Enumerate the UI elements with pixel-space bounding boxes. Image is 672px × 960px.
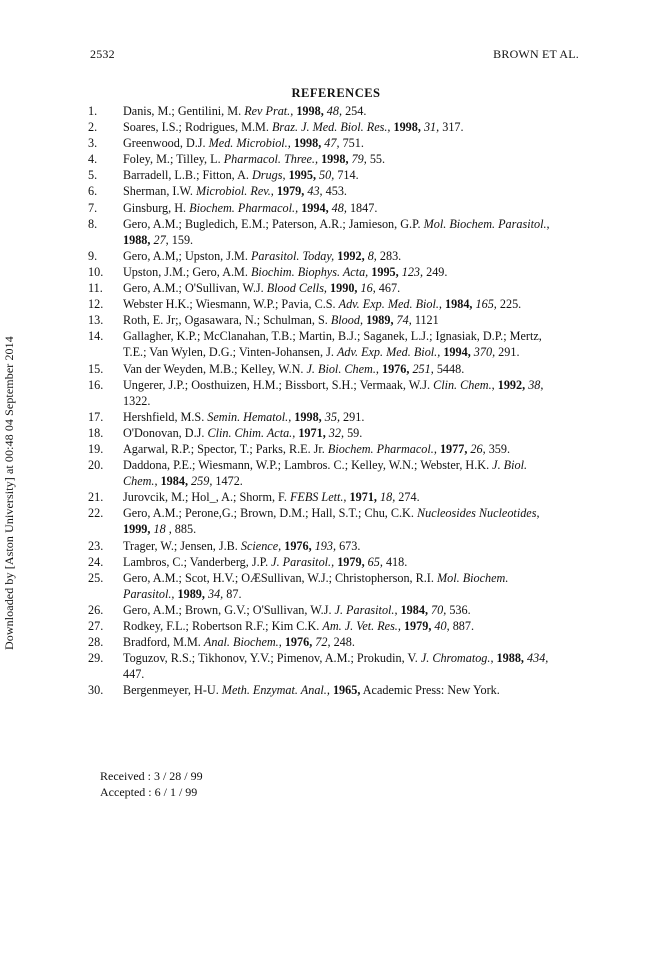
reference-pages: 714.: [337, 168, 359, 183]
reference-journal: J. Parasitol.,: [334, 602, 398, 617]
accepted-date: Accepted : 6 / 1 / 99: [100, 785, 198, 799]
reference-text: [123, 505, 552, 537]
reference-year: 1992,: [497, 377, 526, 392]
reference-text: [123, 634, 552, 650]
reference-number: 24.: [88, 554, 104, 569]
reference-number: 22.: [88, 506, 104, 521]
reference-item: [88, 167, 552, 183]
reference-journal: Drugs,: [251, 168, 286, 183]
reference-year: 1998,: [296, 104, 324, 118]
reference-year: 1995,: [288, 168, 316, 183]
reference-number: 28.: [88, 635, 104, 650]
reference-volume: 31,: [423, 120, 440, 135]
reference-volume: 34,: [207, 586, 224, 601]
reference-number: 15.: [88, 361, 104, 376]
reference-authors: Webster H.K.; Wiesmann, W.P.; Pavia, C.S.: [123, 297, 336, 312]
reference-item: [88, 570, 552, 602]
reference-journal: Nucleosides Nucleotides,: [416, 506, 540, 521]
reference-text: [123, 264, 552, 280]
reference-authors: Barradell, L.B.; Fitton, A.: [123, 168, 249, 183]
reference-pages: 55.: [369, 152, 386, 167]
references-title: REFERENCES: [291, 86, 381, 100]
reference-pages: 887.: [452, 619, 475, 633]
reference-pages: 1322.: [123, 393, 151, 408]
reference-journal: J. Parasitol.,: [271, 554, 335, 569]
reference-number: 7.: [88, 200, 98, 215]
reference-item: [88, 200, 552, 216]
reference-item: [88, 489, 552, 505]
reference-text: [123, 296, 552, 312]
reference-volume: 70,: [431, 602, 447, 617]
reference-text: [123, 103, 552, 119]
reference-pages: 1847.: [349, 200, 378, 215]
reference-volume: 18,: [380, 490, 396, 505]
reference-item: [88, 312, 552, 328]
reference-year: 1984,: [160, 474, 188, 489]
reference-journal: J. Chromatog.,: [420, 651, 494, 666]
reference-volume: 123,: [401, 264, 424, 279]
reference-volume: 48,: [326, 104, 343, 118]
reference-pages: 159.: [171, 232, 194, 247]
reference-journal: Am. J. Vet. Res.,: [322, 619, 401, 633]
reference-year: 1998,: [294, 409, 322, 424]
reference-item: [88, 618, 552, 634]
reference-journal: Anal. Biochem.,: [203, 635, 282, 650]
reference-journal: Med. Microbiol.,: [208, 136, 291, 151]
reference-year: 1965,: [332, 683, 361, 698]
reference-item: [88, 103, 552, 119]
reference-pages: 283.: [379, 248, 402, 263]
reference-journal: Biochem. Pharmacol.,: [327, 441, 437, 456]
reference-year: 1998,: [393, 120, 421, 135]
reference-journal: Biochim. Biophys. Acta,: [250, 264, 369, 279]
reference-text: [123, 377, 552, 409]
reference-item: [88, 634, 552, 650]
reference-volume: 251,: [412, 361, 434, 376]
reference-item: [88, 248, 552, 264]
reference-journal: Braz. J. Med. Biol. Res.,: [271, 120, 391, 135]
reference-item: [88, 554, 552, 570]
reference-journal: Clin. Chim. Acta.,: [207, 425, 296, 440]
reference-authors: Van der Weyden, M.B.; Kelley, W.N.: [123, 361, 304, 376]
reference-authors: Sherman, I.W.: [123, 184, 193, 199]
reference-pages: 536.: [449, 602, 471, 617]
reference-journal: Mol. Biochem. Parasitol.,: [123, 570, 509, 601]
reference-pages: Academic Press: New York.: [362, 683, 500, 698]
reference-journal: J. Biol. Chem.,: [123, 458, 528, 489]
reference-authors: Gero, A.M.; O'Sullivan, W.J.: [123, 281, 264, 296]
reference-pages: 418.: [385, 554, 408, 569]
reference-volume: 259,: [191, 474, 213, 489]
reference-item: [88, 409, 552, 425]
reference-number: 30.: [88, 683, 104, 698]
reference-text: [123, 328, 552, 360]
reference-year: 1979,: [276, 184, 305, 199]
reference-text: [123, 119, 552, 135]
reference-text: [123, 554, 552, 570]
reference-year: 1989,: [177, 586, 205, 601]
reference-text: [123, 489, 552, 505]
reference-text: [123, 151, 552, 167]
download-watermark: Downloaded by [Aston University] at 00:48 04 September 2014: [2, 336, 16, 650]
reference-text: [123, 650, 552, 682]
page-number: 2532: [90, 47, 115, 61]
reference-number: 23.: [88, 538, 104, 553]
reference-text: [123, 682, 552, 698]
reference-pages: 274.: [398, 490, 420, 505]
reference-year: 1999,: [123, 522, 151, 537]
reference-volume: 165,: [475, 297, 497, 312]
reference-authors: Toguzov, R.S.; Tikhonov, Y.V.; Pimenov, A.M.; Prokudin, V.: [123, 651, 418, 666]
reference-year: 1998,: [293, 136, 322, 151]
reference-text: [123, 280, 552, 296]
reference-item: [88, 457, 552, 489]
reference-item: [88, 135, 552, 151]
reference-number: 4.: [88, 152, 98, 167]
reference-item: [88, 151, 552, 167]
reference-text: [123, 602, 552, 618]
reference-authors: O'Donovan, D.J.: [123, 425, 205, 440]
reference-year: 1988,: [496, 651, 524, 666]
reference-number: 3.: [88, 136, 98, 151]
reference-item: [88, 296, 552, 312]
running-head: BROWN ET AL.: [493, 47, 579, 61]
reference-text: [123, 135, 552, 151]
reference-number: 17.: [88, 409, 104, 424]
reference-volume: 38,: [528, 377, 544, 392]
reference-volume: 193,: [314, 538, 337, 553]
reference-number: 8.: [88, 216, 98, 231]
reference-authors: Gero, A.M.; Brown, G.V.; O'Sullivan, W.J.: [123, 602, 332, 617]
reference-item: [88, 377, 552, 409]
reference-pages: 1472.: [215, 474, 243, 489]
reference-authors: Agarwal, R.P.; Spector, T.; Parks, R.E. Jr.: [123, 441, 325, 456]
reference-pages: 751.: [342, 136, 364, 151]
reference-authors: Trager, W.; Jensen, J.B.: [123, 538, 238, 553]
reference-volume: 32,: [328, 425, 345, 440]
reference-number: 6.: [88, 184, 98, 199]
reference-number: 18.: [88, 425, 104, 440]
reference-volume: 18 ,: [153, 522, 172, 537]
reference-item: [88, 361, 552, 377]
reference-authors: Roth, E. Jr;, Ogasawara, N.; Schulman, S.: [123, 313, 328, 328]
reference-pages: 291.: [343, 409, 365, 424]
reference-authors: Greenwood, D.J.: [123, 136, 206, 151]
reference-item: [88, 216, 552, 248]
reference-pages: 885.: [174, 522, 197, 537]
reference-number: 20.: [88, 458, 104, 473]
reference-pages: 317.: [442, 120, 464, 135]
reference-volume: 8,: [367, 248, 377, 263]
reference-journal: Pharmacol. Three.,: [223, 152, 319, 167]
reference-number: 10.: [88, 264, 104, 279]
reference-pages: 254.: [345, 104, 367, 118]
reference-volume: 40,: [434, 619, 450, 633]
reference-volume: 79,: [351, 152, 367, 167]
reference-volume: 16,: [360, 281, 376, 296]
reference-journal: Clin. Chem.,: [433, 377, 495, 392]
reference-authors: Ginsburg, H.: [123, 200, 187, 215]
reference-authors: Rodkey, F.L.; Robertson R.F.; Kim C.K.: [123, 619, 320, 633]
reference-authors: Danis, M.; Gentilini, M.: [123, 104, 242, 118]
reference-item: [88, 505, 552, 537]
reference-number: 29.: [88, 651, 104, 666]
reference-volume: 72,: [315, 635, 331, 650]
reference-pages: 359.: [488, 441, 511, 456]
reference-number: 21.: [88, 490, 104, 505]
reference-number: 12.: [88, 297, 104, 312]
reference-pages: 248.: [333, 635, 355, 650]
reference-item: [88, 328, 552, 360]
reference-authors: Bergenmeyer, H-U.: [123, 683, 219, 698]
reference-year: 1976,: [284, 538, 312, 553]
reference-volume: 65,: [367, 554, 383, 569]
reference-year: 1994,: [301, 200, 329, 215]
reference-item: [88, 538, 552, 554]
reference-year: 1992,: [337, 248, 365, 263]
reference-authors: Daddona, P.E.; Wiesmann, W.P.; Lambros. C.; Kelley, W.N.; Webster, H.K.: [123, 458, 490, 473]
reference-journal: Blood,: [330, 313, 364, 328]
reference-text: [123, 248, 552, 264]
reference-text: [123, 538, 552, 554]
reference-pages: 249.: [426, 264, 448, 279]
reference-year: 1979,: [403, 619, 432, 633]
reference-text: [123, 167, 552, 183]
reference-authors: Gero, A.M.; Bugledich, E.M.; Paterson, A.R.; Jamieson, G.P.: [123, 216, 421, 231]
reference-item: [88, 183, 552, 199]
reference-authors: Bradford, M.M.: [123, 635, 201, 650]
reference-text: [123, 425, 552, 441]
reference-journal: Blood Cells,: [266, 281, 327, 296]
reference-text: [123, 570, 552, 602]
reference-journal: Rev Prat.,: [244, 104, 294, 118]
reference-year: 1976,: [284, 635, 313, 650]
reference-pages: 453.: [325, 184, 347, 199]
reference-year: 1971,: [298, 425, 326, 440]
reference-text: [123, 216, 552, 248]
reference-authors: Gero, A.M.; Perone,G.; Brown, D.M.; Hall, S.T.; Chu, C.K.: [123, 506, 414, 521]
reference-year: 1971,: [349, 490, 377, 505]
reference-year: 1998,: [321, 152, 349, 167]
reference-authors: Jurovcik, M.; Hol_, A.; Shorm, F.: [123, 490, 287, 505]
reference-volume: 50,: [319, 168, 335, 183]
reference-number: 19.: [88, 441, 104, 456]
reference-year: 1984,: [400, 602, 428, 617]
reference-volume: 27,: [153, 232, 169, 247]
reference-pages: 225.: [499, 297, 522, 312]
reference-text: [123, 200, 552, 216]
reference-text: [123, 312, 552, 328]
reference-authors: Hershfield, M.S.: [123, 409, 205, 424]
reference-number: 1.: [88, 104, 98, 118]
reference-authors: Gero, A.M,; Upston, J.M.: [123, 248, 248, 263]
reference-authors: Foley, M.; Tilley, L.: [123, 152, 221, 167]
reference-pages: 59.: [347, 425, 363, 440]
reference-pages: 673.: [339, 538, 361, 553]
reference-item: [88, 682, 552, 698]
reference-text: [123, 457, 552, 489]
reference-authors: Gallagher, K.P.; McClanahan, T.B.; Martin, B.J.; Saganek, L.J.; Ignasiak, D.P.; Mertz, T.E.; Van Wylen, D.G.; Vinten-Johansen, J.: [123, 329, 542, 360]
reference-number: 14.: [88, 329, 104, 344]
reference-text: [123, 441, 552, 457]
article-dates: [100, 768, 203, 800]
reference-number: 9.: [88, 248, 98, 263]
reference-year: 1976,: [381, 361, 410, 376]
reference-item: [88, 650, 552, 682]
reference-number: 11.: [88, 281, 103, 296]
reference-list: [88, 103, 552, 698]
reference-volume: 434,: [527, 651, 549, 666]
reference-item: [88, 264, 552, 280]
reference-volume: 26,: [470, 441, 486, 456]
reference-journal: Adv. Exp. Med. Biol.,: [336, 345, 441, 360]
reference-text: [123, 409, 552, 425]
reference-volume: 74,: [396, 313, 412, 328]
reference-authors: Lambros, C.; Vanderberg, J.P.: [123, 554, 269, 569]
reference-year: 1994,: [443, 345, 471, 360]
received-date: Received : 3 / 28 / 99: [100, 769, 203, 783]
reference-year: 1995,: [371, 264, 399, 279]
reference-volume: 43,: [307, 184, 323, 199]
reference-number: 13.: [88, 313, 104, 328]
reference-authors: Ungerer, J.P.; Oosthuizen, H.M.; Bissbort, S.H.; Vermaak, W.J.: [123, 377, 431, 392]
reference-authors: Soares, I.S.; Rodrigues, M.M.: [123, 120, 269, 135]
reference-year: 1979,: [337, 554, 365, 569]
reference-year: 1988,: [123, 232, 151, 247]
reference-item: [88, 441, 552, 457]
reference-authors: Upston, J.M.; Gero, A.M.: [123, 264, 248, 279]
reference-number: 16.: [88, 377, 104, 392]
reference-pages: 5448.: [436, 361, 465, 376]
reference-number: 25.: [88, 570, 104, 585]
reference-authors: Gero, A.M.; Scot, H.V.; OÆSullivan, W.J.; Christopherson, R.I.: [123, 570, 434, 585]
reference-journal: Microbiol. Rev.,: [196, 184, 274, 199]
reference-year: 1977,: [439, 441, 468, 456]
reference-volume: 35,: [324, 409, 340, 424]
reference-journal: Mol. Biochem. Parasitol.,: [423, 216, 550, 231]
reference-year: 1989,: [366, 313, 394, 328]
reference-item: [88, 119, 552, 135]
reference-journal: Science,: [240, 538, 282, 553]
reference-pages: 447.: [123, 667, 145, 682]
reference-journal: Biochem. Pharmacol.,: [189, 200, 299, 215]
reference-journal: Parasitol. Today,: [250, 248, 335, 263]
reference-year: 1984,: [445, 297, 473, 312]
reference-text: [123, 361, 552, 377]
reference-journal: FEBS Lett.,: [289, 490, 347, 505]
reference-pages: 467.: [378, 281, 401, 296]
reference-item: [88, 425, 552, 441]
reference-pages: 1121: [414, 313, 439, 328]
reference-number: 5.: [88, 168, 98, 183]
reference-volume: 370,: [473, 345, 496, 360]
reference-text: [123, 183, 552, 199]
reference-number: 2.: [88, 120, 98, 135]
reference-volume: 47,: [324, 136, 340, 151]
reference-item: [88, 280, 552, 296]
reference-journal: Meth. Enzymat. Anal.,: [221, 683, 330, 698]
reference-item: [88, 602, 552, 618]
reference-volume: 48,: [331, 200, 347, 215]
reference-journal: Semin. Hematol.,: [207, 409, 292, 424]
reference-number: 26.: [88, 602, 104, 617]
reference-pages: 87.: [226, 586, 242, 601]
reference-year: 1990,: [330, 281, 358, 296]
reference-pages: 291.: [498, 345, 520, 360]
reference-journal: J. Biol. Chem.,: [306, 361, 379, 376]
reference-text: [123, 618, 552, 634]
reference-journal: Adv. Exp. Med. Biol.,: [338, 297, 442, 312]
reference-number: 27.: [88, 619, 104, 633]
